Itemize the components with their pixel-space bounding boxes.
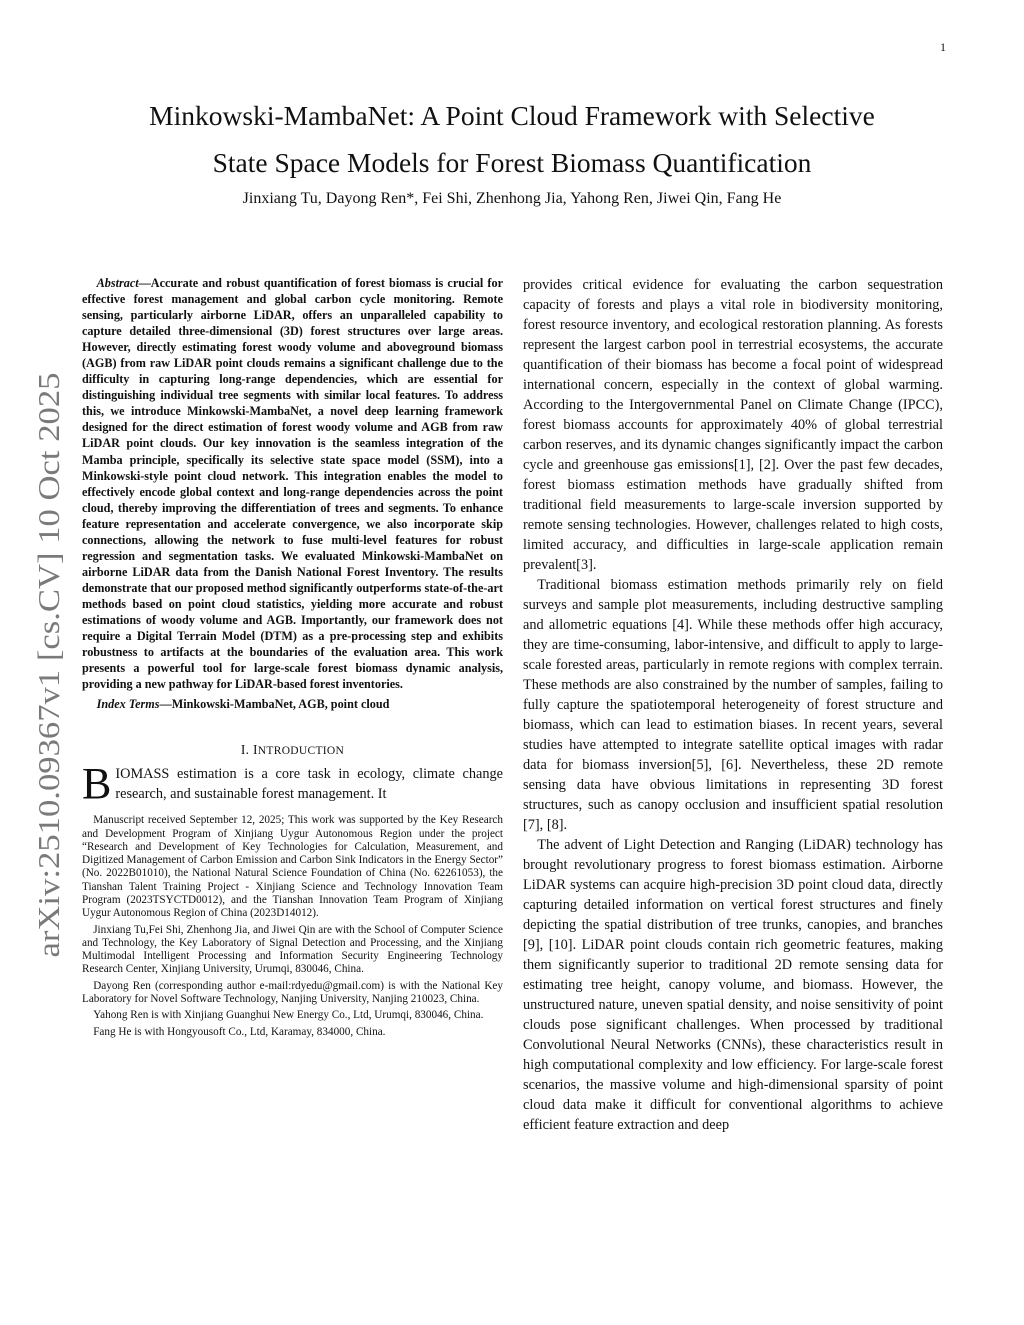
footnote: Dayong Ren (corresponding author e-mail:rdyedu@gmail.com) is with the National Key Laboratory for Novel Software Technology, Nanjing University, Nanjing 210023, China. [82, 979, 503, 1006]
body-paragraph: provides critical evidence for evaluating the carbon sequestration capacity of forests and plays a vital role in biodiversity monitoring, forest resource inventory, and ecological restoration planning. As forests represent the largest carbon pool in terrestrial ecosystems, the accurate quantification of their biomass has become a focal point of widespread international concern, especially in the context of global warming. According to the Intergovernmental Panel on Climate Change (IPCC), forest biomass accounts for approximately 40% of global terrestrial carbon reserves, and its dynamic changes significantly impact the carbon cycle and greenhouse gas emissions[1], [2]. Over the past few decades, forest biomass estimation methods have gradually shifted from traditional field measurements to large-scale inversion supported by remote sensing technologies. However, challenges related to high costs, limited accuracy, and difficulties in large-scale application remain prevalent[3]. [523, 277, 943, 573]
abstract [82, 275, 503, 692]
intro-paragraph [82, 759, 503, 809]
left-column [82, 275, 503, 1042]
paper-title [0, 92, 1024, 186]
index-terms-body: —Minkowski-MambaNet, AGB, point cloud [159, 697, 390, 712]
footnote: Jinxiang Tu,Fei Shi, Zhenhong Jia, and Jiwei Qin are with the School of Computer Science and Technology, the Key Laboratory of Signal Detection and Processing, and the Xinjiang Multimodal Intelligent Processing and Information Security Engineering Technology Research Center, Xinjiang University, Urumqi, 830046, China. [82, 923, 503, 976]
title-line-2: State Space Models for Forest Biomass Quantification [212, 147, 812, 178]
abstract-lead: Abstract [96, 276, 139, 290]
body-paragraph: The advent of Light Detection and Ranging (LiDAR) technology has brought revolutionary progress to forest biomass estimation. Airborne LiDAR systems can acquire high-precision 3D point cloud data, directly capturing detailed information on vertical forest structures and finely depicting the spatial distribution of tree trunks, canopies, and branches [9], [10]. LiDAR point clouds contain rich geometric features, making them significantly superior to traditional 2D remote sensing data for estimating tree height, canopy volume, and biomass. However, the unstructured nature, uneven spatial density, and noise sensitivity of point clouds pose significant challenges. When processed by traditional Convolutional Neural Networks (CNNs), these characteristics result in high computational complexity and low efficiency. For large-scale forest scenarios, the massive volume and high-dimensional sparsity of point cloud data make it difficult for conventional algorithms to achieve efficient feature extraction and deep [523, 837, 943, 1133]
page-number: 1 [940, 40, 946, 54]
footnote: Yahong Ren is with Xinjiang Guanghui New Energy Co., Ltd, Urumqi, 830046, China. [93, 1009, 484, 1022]
index-terms-lead: Index Terms [96, 697, 160, 712]
section-heading-introduction [82, 742, 503, 758]
footnote: Manuscript received September 12, 2025; This work was supported by the Key Research and Development Program of Xinjiang Uygur Autonomous Region under the project “Research and Development of Key Technologies for Calculation, Measurement, and Digitized Management of Carbon Emission and Carbon Sink Indicators in the Energy Sector” (No. 2022B01010), the National Natural Science Foundation of China (No. 62261053), the Tianshan Talent Training Project - Xinjiang Science and Technology Innovation Team Program (2023TSYCTD0012), and the Tianshan Innovation Team Program of Xinjiang Uygur Autonomous Region of China (2023D14012). [82, 814, 503, 920]
abstract-body: —Accurate and robust quantification of forest biomass is crucial for effective forest management and global carbon cycle monitoring. Remote sensing, particularly airborne LiDAR, offers an unparalleled capability to capture detailed three-dimensional (3D) forest structures over large areas. However, directly estimating forest woody volume and aboveground biomass (AGB) from raw LiDAR point clouds remains a significant challenge due to the difficulty in capturing long-range dependencies, which are essential for distinguishing individual tree segments with similar local features. To address this, we introduce Minkowski-MambaNet, a novel deep learning framework designed for the direct estimation of forest woody volume and AGB from raw LiDAR point clouds. Our key innovation is the seamless integration of the Mamba principle, specifically its selective state space model (SSM), into a Minkowski-style point cloud network. This integration enables the model to effectively encode global context and long-range dependencies across the point cloud, thereby improving the differentiation of trees and segments. To enhance feature representation and accelerate convergence, we also incorporate skip connections, allowing the network to fuse multi-level features for robust regression and segmentation tasks. We evaluated Minkowski-MambaNet on airborne LiDAR data from the Danish National Forest Inventory. The results demonstrate that our proposed method significantly outperforms state-of-the-art methods based on point cloud statistics, yielding more accurate and robust estimations of woody volume and AGB. Importantly, our framework does not require a Digital Terrain Model (DTM) as a pre-processing step and exhibits robustness to artifacts at the boundaries of the evaluation area. This work presents a powerful tool for large-scale forest biomass dynamic analysis, providing a new pathway for LiDAR-based forest inventories. [82, 276, 503, 692]
footnote: Fang He is with Hongyousoft Co., Ltd, Karamay, 834000, China. [93, 1025, 386, 1038]
dropcap: B [82, 759, 112, 809]
author-list: Jinxiang Tu, Dayong Ren*, Fei Shi, Zhenhong Jia, Yahong Ren, Jiwei Qin, Fang He [242, 190, 782, 207]
section-number: I. I [240, 742, 258, 758]
footnotes [82, 814, 503, 1039]
intro-text: IOMASS estimation is a core task in ecology, climate change research, and sustainable forest management. It [115, 766, 503, 803]
title-line-1: Minkowski-MambaNet: A Point Cloud Framework with Selective [149, 100, 875, 131]
section-title-rest: NTRODUCTION [257, 745, 345, 758]
right-column [523, 275, 943, 1135]
arxiv-stamp [14, 370, 74, 960]
arxiv-stamp-text: arXiv:2510.09367v1 [cs.CV] 10 Oct 2025 [31, 434, 66, 958]
index-terms [82, 696, 503, 712]
body-paragraph: Traditional biomass estimation methods primarily rely on field surveys and sample plot measurements, including destructive sampling and allometric equations [4]. While these methods offer high accuracy, they are time-consuming, labor-intensive, and difficult to apply to large-scale forested areas, particularly in remote regions with complex terrain. These methods are also constrained by the number of samples, failing to fully capture the spatiotemporal heterogeneity of forest structure and biomass, which can lead to estimation biases. In recent years, several studies have attempted to integrate satellite optical images with radar data for biomass inversion[5], [6]. Nevertheless, these 2D remote sensing data have obvious limitations in representing 3D forest structures, such as canopy occlusion and insufficient spatial resolution [7], [8]. [523, 577, 943, 833]
arxiv-stamp-svg [14, 370, 74, 960]
